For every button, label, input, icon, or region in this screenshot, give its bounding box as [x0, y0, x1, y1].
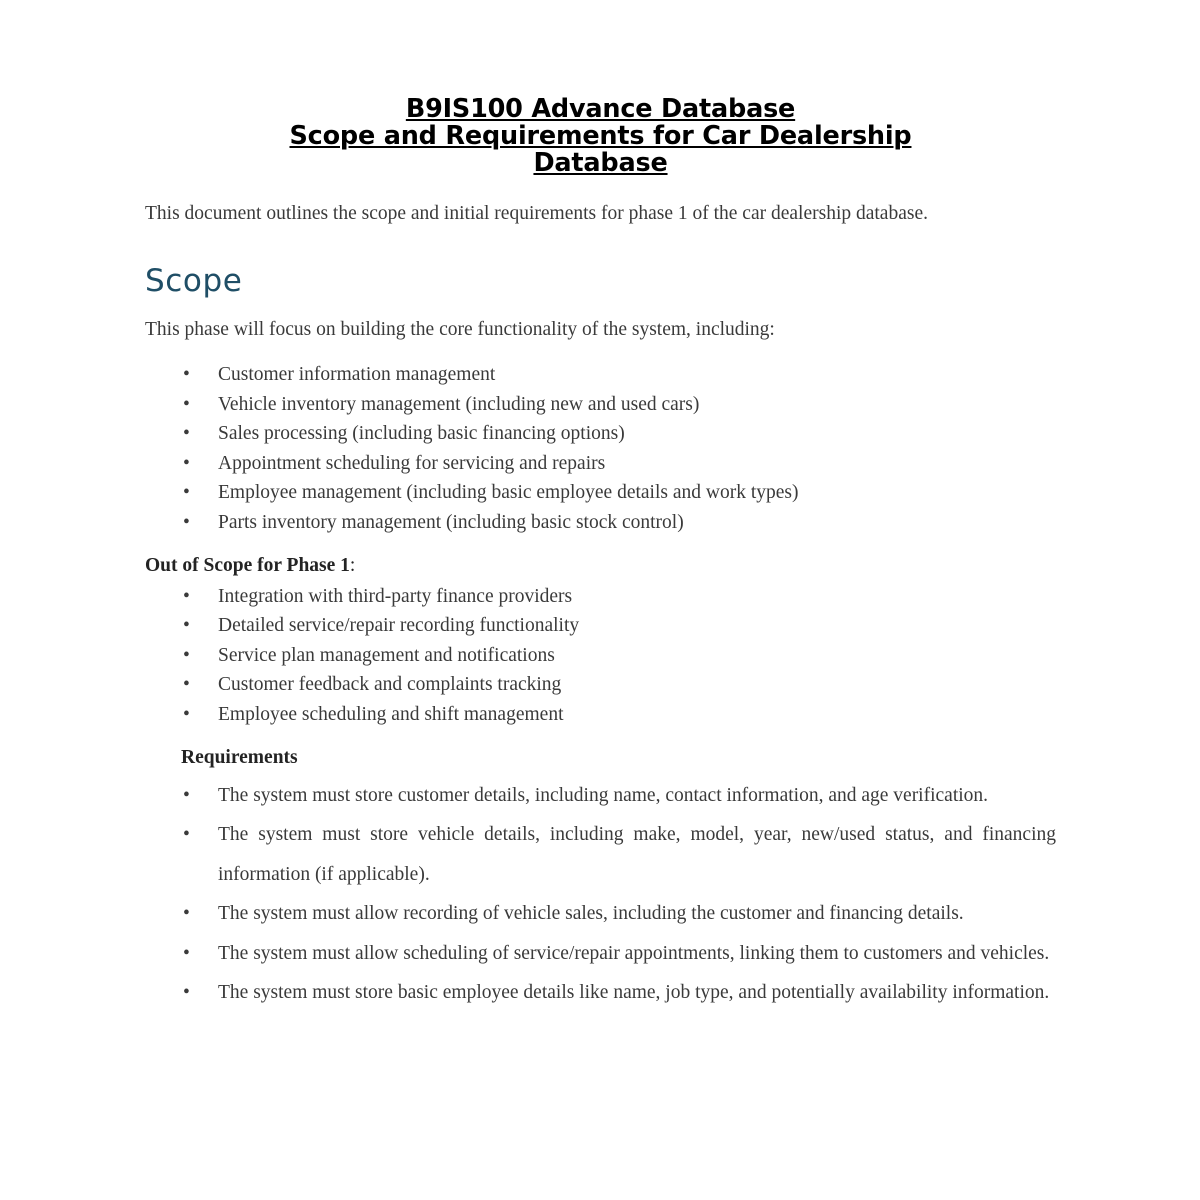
list-item: [145, 894, 1056, 934]
document-title-line-2-text: Scope and Requirements for Car Dealership: [289, 121, 912, 151]
list-item: [145, 360, 1056, 390]
bullet-icon: •: [183, 903, 190, 925]
out-of-scope-bullet-list: [145, 581, 1056, 730]
document-title: [145, 0, 1056, 177]
list-item-label: Appointment scheduling for servicing and repairs: [218, 452, 606, 474]
bullet-icon: •: [183, 393, 190, 415]
scope-bullet-list: [145, 347, 1056, 538]
intro-paragraph: This document outlines the scope and initial requirements for phase 1 of the car dealership database.: [145, 203, 928, 224]
list-item-label: The system must allow recording of vehicle sales, including the customer and financing details.: [218, 903, 964, 925]
bullet-icon: •: [183, 615, 190, 637]
list-item: [145, 776, 1056, 816]
bullet-icon: •: [183, 703, 190, 725]
list-item-label: Vehicle inventory management (including new and used cars): [218, 393, 700, 415]
list-item-label: The system must store customer details, including name, contact information, and age verification.: [218, 784, 989, 806]
bullet-icon: •: [183, 423, 190, 445]
list-item: [145, 815, 1056, 894]
document-title-line-3-text: Database: [533, 148, 668, 178]
list-item-label: Sales processing (including basic financing options): [218, 423, 625, 445]
subheading-out-of-scope-colon: :: [349, 554, 356, 576]
list-item: [145, 582, 1056, 612]
subheading-requirements: Requirements: [181, 746, 298, 768]
list-item-label: Service plan management and notifications: [218, 644, 555, 666]
list-item-label: Detailed service/repair recording functionality: [218, 615, 580, 637]
bullet-icon: •: [183, 452, 190, 474]
document-title-line-3: [145, 150, 1056, 177]
list-item-label: Integration with third-party finance providers: [218, 585, 573, 607]
list-item: [145, 390, 1056, 420]
list-item: [145, 478, 1056, 508]
list-item: [145, 670, 1056, 700]
bullet-icon: •: [183, 482, 190, 504]
document-content-column: [145, 0, 1056, 1013]
bullet-icon: •: [183, 511, 190, 533]
document-title-line-1-text: B9IS100 Advance Database: [405, 94, 796, 124]
list-item: [145, 973, 1056, 1013]
bullet-icon: •: [183, 674, 190, 696]
bullet-icon: •: [183, 585, 190, 607]
list-item: [145, 449, 1056, 479]
subheading-out-of-scope: [145, 538, 1056, 581]
bullet-icon: •: [183, 784, 190, 806]
scope-lead-paragraph: This phase will focus on building the core functionality of the system, including:: [145, 319, 775, 340]
list-item: [145, 641, 1056, 671]
list-item-label: Employee scheduling and shift management: [218, 703, 564, 725]
list-item-label: Customer feedback and complaints tracking: [218, 674, 562, 696]
list-item-label: Customer information management: [218, 364, 496, 385]
bullet-icon: •: [183, 824, 190, 846]
list-item-label: The system must store vehicle details, including make, model, year, new/used status, and financing information (if applicable).: [218, 824, 1056, 885]
document-title-line-2: [145, 123, 1056, 150]
bullet-icon: •: [183, 364, 190, 385]
list-item: [145, 611, 1056, 641]
bullet-icon: •: [183, 644, 190, 666]
bullet-icon: •: [183, 942, 190, 964]
list-item-label: The system must allow scheduling of service/repair appointments, linking them to customers and vehicles.: [218, 942, 1050, 964]
bullet-icon: •: [183, 982, 190, 1004]
list-item: [145, 700, 1056, 730]
list-item: [145, 419, 1056, 449]
requirements-bullet-list: [145, 773, 1056, 1013]
list-item-label: Employee management (including basic employee details and work types): [218, 482, 799, 504]
section-heading-scope: Scope: [145, 263, 243, 299]
list-item: [145, 508, 1056, 538]
list-item-label: Parts inventory management (including basic stock control): [218, 511, 684, 533]
list-item: [145, 934, 1056, 974]
document-title-line-1: [145, 96, 1056, 123]
list-item-label: The system must store basic employee details like name, job type, and potentially availability information.: [218, 982, 1050, 1004]
subheading-out-of-scope-label: Out of Scope for Phase 1: [145, 554, 350, 576]
